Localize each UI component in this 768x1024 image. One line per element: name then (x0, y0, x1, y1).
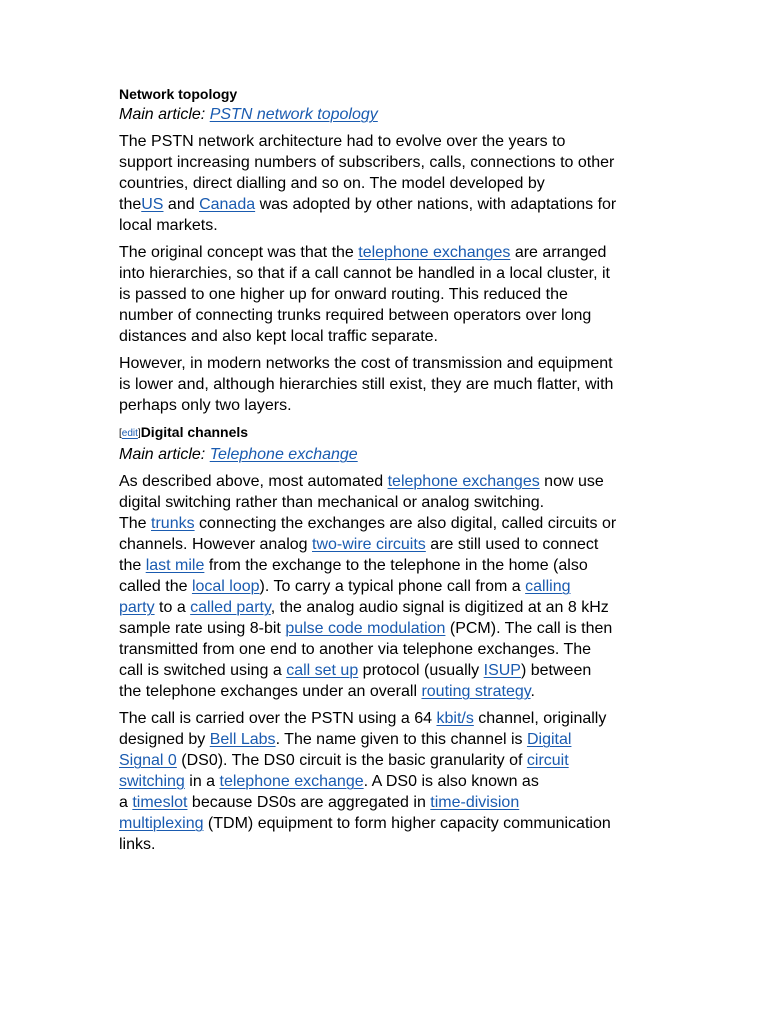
section-heading-digital-channels (119, 422, 659, 444)
text-fragment: the telephone exchanges under an overall (119, 683, 422, 700)
main-article-note (119, 104, 659, 125)
text-line: However, in modern networks the cost of transmission and equipment (119, 355, 613, 372)
section-heading-text: Digital channels (140, 424, 249, 440)
link-call-set-up[interactable]: call set up (286, 662, 359, 679)
link-bell-labs[interactable]: Bell Labs (209, 731, 276, 748)
text-line: is lower and, although hierarchies still exist, they are much flatter, with (119, 376, 614, 393)
text-fragment: channel, originally (473, 710, 607, 727)
text-fragment: are still used to connect (425, 536, 599, 553)
link-called-party[interactable]: called party (190, 599, 271, 616)
paragraph-architecture (119, 131, 659, 236)
text-fragment: a (119, 794, 133, 811)
text-line: transmitted from one end to another via telephone exchanges. The (119, 641, 592, 658)
link-telephone-exchanges[interactable]: telephone exchanges (387, 473, 540, 490)
text-line: into hierarchies, so that if a call cannot be handled in a local cluster, it (119, 265, 610, 282)
text-line: local markets. (119, 217, 218, 234)
section-network-topology (119, 84, 659, 416)
main-article-note (119, 444, 659, 465)
text-fragment: . (530, 683, 535, 700)
link-circuit-switching[interactable]: switching (119, 773, 185, 790)
paragraph-digital-switching (119, 471, 659, 702)
section-heading-network-topology: Network topology (119, 86, 238, 102)
text-fragment: (DS0). The DS0 circuit is the basic granularity of (176, 752, 527, 769)
text-line (119, 681, 659, 702)
link-telephone-exchanges[interactable]: telephone exchanges (358, 244, 511, 261)
text-fragment: protocol (usually (358, 662, 484, 679)
text-fragment: the (119, 196, 142, 213)
text-line (119, 750, 659, 771)
text-line (119, 618, 659, 639)
text-fragment: (TDM) equipment to form higher capacity communication (203, 815, 611, 832)
link-canada[interactable]: Canada (199, 196, 256, 213)
text-fragment: sample rate using 8-bit (119, 620, 286, 637)
text-line: links. (119, 836, 156, 853)
document-page (119, 84, 659, 861)
link-digital-signal-0[interactable]: Digital (526, 731, 572, 748)
text-fragment: . The name given to this channel is (275, 731, 527, 748)
text-fragment: because DS0s are aggregated in (187, 794, 431, 811)
text-line (119, 242, 659, 263)
text-line: The PSTN network architecture had to evolve over the years to (119, 133, 566, 150)
text-line (119, 194, 659, 215)
text-line: digital switching rather than mechanical or analog switching. (119, 494, 545, 511)
text-line (119, 555, 659, 576)
text-fragment: ). To carry a typical phone call from a (259, 578, 526, 595)
text-line (119, 813, 659, 834)
paragraph-modern-networks (119, 353, 659, 416)
link-kbit-s[interactable]: kbit/s (436, 710, 474, 727)
text-line (119, 513, 659, 534)
link-local-loop[interactable]: local loop (191, 578, 260, 595)
text-line (119, 576, 659, 597)
link-trunks[interactable]: trunks (151, 515, 195, 532)
link-telephone-exchange[interactable]: telephone exchange (219, 773, 364, 790)
text-line (119, 708, 659, 729)
link-calling-party[interactable]: party (119, 599, 155, 616)
link-routing-strategy[interactable]: routing strategy (421, 683, 531, 700)
text-line (119, 729, 659, 750)
link-telephone-exchange-article[interactable]: Telephone exchange (209, 446, 358, 463)
main-article-prefix: Main article: (119, 446, 210, 463)
text-line (119, 660, 659, 681)
text-line (119, 792, 659, 813)
edit-bracket-open: [ (119, 428, 122, 439)
edit-bracket-group (119, 428, 141, 439)
text-line: is passed to one higher up for onward routing. This reduced the (119, 286, 568, 303)
text-fragment: The (119, 515, 152, 532)
text-fragment: The call is carried over the PSTN using a 64 (119, 710, 437, 727)
text-line: countries, direct dialling and so on. The model developed by (119, 175, 545, 192)
paragraph-ds0 (119, 708, 659, 855)
paragraph-original-concept (119, 242, 659, 347)
text-line: distances and also kept local traffic separate. (119, 328, 438, 345)
text-line: number of connecting trunks required between operators over long (119, 307, 592, 324)
text-fragment: from the exchange to the telephone in the home (also (204, 557, 588, 574)
text-fragment: channels. However analog (119, 536, 313, 553)
text-fragment: As described above, most automated (119, 473, 388, 490)
link-circuit-switching[interactable]: circuit (526, 752, 569, 769)
edit-bracket-close: ] (137, 428, 141, 439)
text-line (119, 471, 659, 492)
link-two-wire-circuits[interactable]: two-wire circuits (312, 536, 426, 553)
section-digital-channels (119, 422, 659, 855)
text-fragment: (PCM). The call is then (445, 620, 613, 637)
text-fragment: ) between (520, 662, 592, 679)
text-line (119, 771, 659, 792)
text-fragment: are arranged (510, 244, 607, 261)
text-fragment: in a (184, 773, 220, 790)
link-timeslot[interactable]: timeslot (132, 794, 188, 811)
link-time-division-multiplexing[interactable]: multiplexing (119, 815, 204, 832)
text-line (119, 534, 659, 555)
text-fragment: and (163, 196, 200, 213)
link-calling-party[interactable]: calling (525, 578, 571, 595)
text-fragment: was adopted by other nations, with adaptations for (255, 196, 617, 213)
text-fragment: connecting the exchanges are also digital, called circuits or (194, 515, 617, 532)
link-last-mile[interactable]: last mile (145, 557, 205, 574)
text-fragment: call is switched using a (119, 662, 287, 679)
link-us[interactable]: US (141, 196, 164, 213)
link-digital-signal-0[interactable]: Signal 0 (119, 752, 177, 769)
link-time-division-multiplexing[interactable]: time-division (430, 794, 520, 811)
main-article-prefix: Main article: (119, 106, 210, 123)
text-line: support increasing numbers of subscribers, calls, connections to other (119, 154, 615, 171)
text-fragment: , the analog audio signal is digitized at an 8 kHz (270, 599, 609, 616)
link-isup[interactable]: ISUP (483, 662, 521, 679)
text-fragment: . A DS0 is also known as (363, 773, 539, 790)
text-fragment: the (119, 557, 146, 574)
link-pstn-network-topology[interactable]: PSTN network topology (209, 106, 378, 123)
text-fragment: to a (154, 599, 191, 616)
text-fragment: now use (539, 473, 604, 490)
text-fragment: The original concept was that the (119, 244, 359, 261)
text-line: perhaps only two layers. (119, 397, 292, 414)
text-fragment: called the (119, 578, 192, 595)
text-line (119, 597, 659, 618)
edit-link[interactable]: edit (121, 428, 138, 439)
link-pulse-code-modulation[interactable]: pulse code modulation (285, 620, 446, 637)
text-fragment: designed by (119, 731, 210, 748)
